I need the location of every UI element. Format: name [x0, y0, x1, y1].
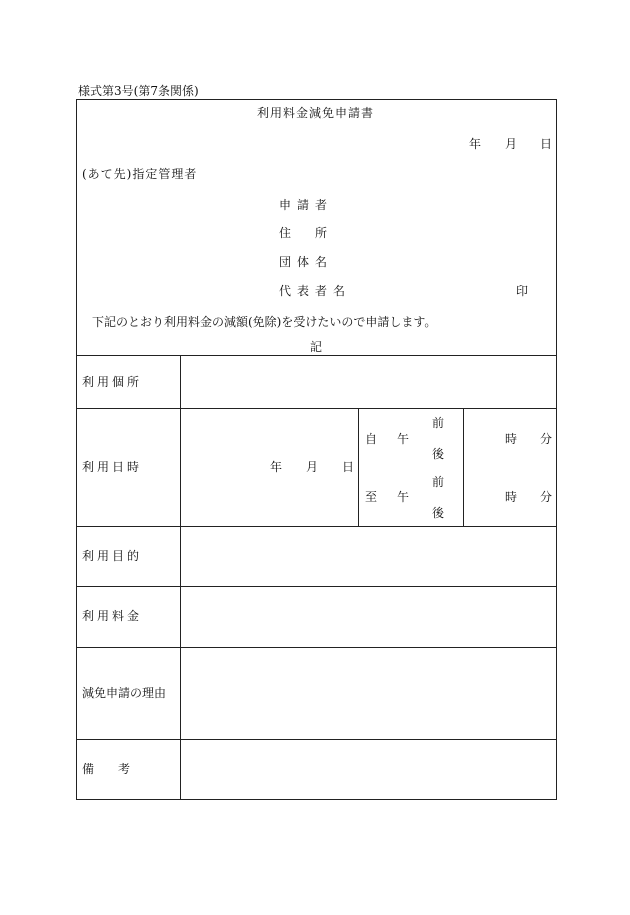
record-heading: 記 [310, 340, 323, 354]
to-hour-label: 時 [505, 490, 518, 504]
to-noon-label: 午 [397, 490, 410, 504]
datetime-label: 利用日時 [82, 460, 143, 474]
divider-place [76, 408, 557, 409]
form-title: 利用料金減免申請書 [257, 106, 375, 120]
to-pm-mark: 後 [432, 506, 445, 520]
to-minute-label: 分 [540, 490, 553, 504]
date-year-label: 年 [469, 137, 482, 151]
from-noon-label: 午 [397, 432, 410, 446]
place-label: 利用個所 [82, 375, 143, 389]
address-label: 住 所 [279, 226, 334, 240]
from-label: 自 [365, 432, 378, 446]
from-hour-label: 時 [505, 432, 518, 446]
divider-purpose [76, 586, 557, 587]
divider-record [76, 355, 557, 356]
from-pm-mark: 後 [432, 447, 445, 461]
date-time-divider [358, 408, 359, 526]
use-date-year: 年 [270, 460, 283, 474]
seal-mark: 印 [516, 284, 529, 298]
ampm-hour-divider [463, 408, 464, 526]
to-label: 至 [365, 490, 378, 504]
group-name-label: 団体名 [279, 255, 334, 269]
date-day-label: 日 [540, 137, 553, 151]
date-month-label: 月 [505, 137, 518, 151]
fee-label: 利用料金 [82, 609, 143, 623]
representative-label: 代表者名 [279, 284, 352, 298]
use-date-month: 月 [306, 460, 319, 474]
from-am-mark: 前 [432, 416, 445, 430]
divider-fee [76, 647, 557, 648]
form-number: 様式第3号(第7条関係) [78, 84, 199, 98]
purpose-label: 利用目的 [82, 549, 143, 563]
to-am-mark: 前 [432, 475, 445, 489]
remarks-label: 備 考 [82, 762, 137, 776]
addressee: (あて先)指定管理者 [82, 167, 198, 181]
use-date-day: 日 [342, 460, 355, 474]
reason-label: 減免申請の理由 [82, 686, 167, 700]
from-minute-label: 分 [540, 432, 553, 446]
label-column-divider [180, 355, 181, 800]
divider-reason [76, 739, 557, 740]
applicant-heading: 申請者 [279, 198, 334, 212]
divider-datetime [76, 526, 557, 527]
application-statement: 下記のとおり利用料金の減額(免除)を受けたいので申請します。 [92, 315, 437, 329]
